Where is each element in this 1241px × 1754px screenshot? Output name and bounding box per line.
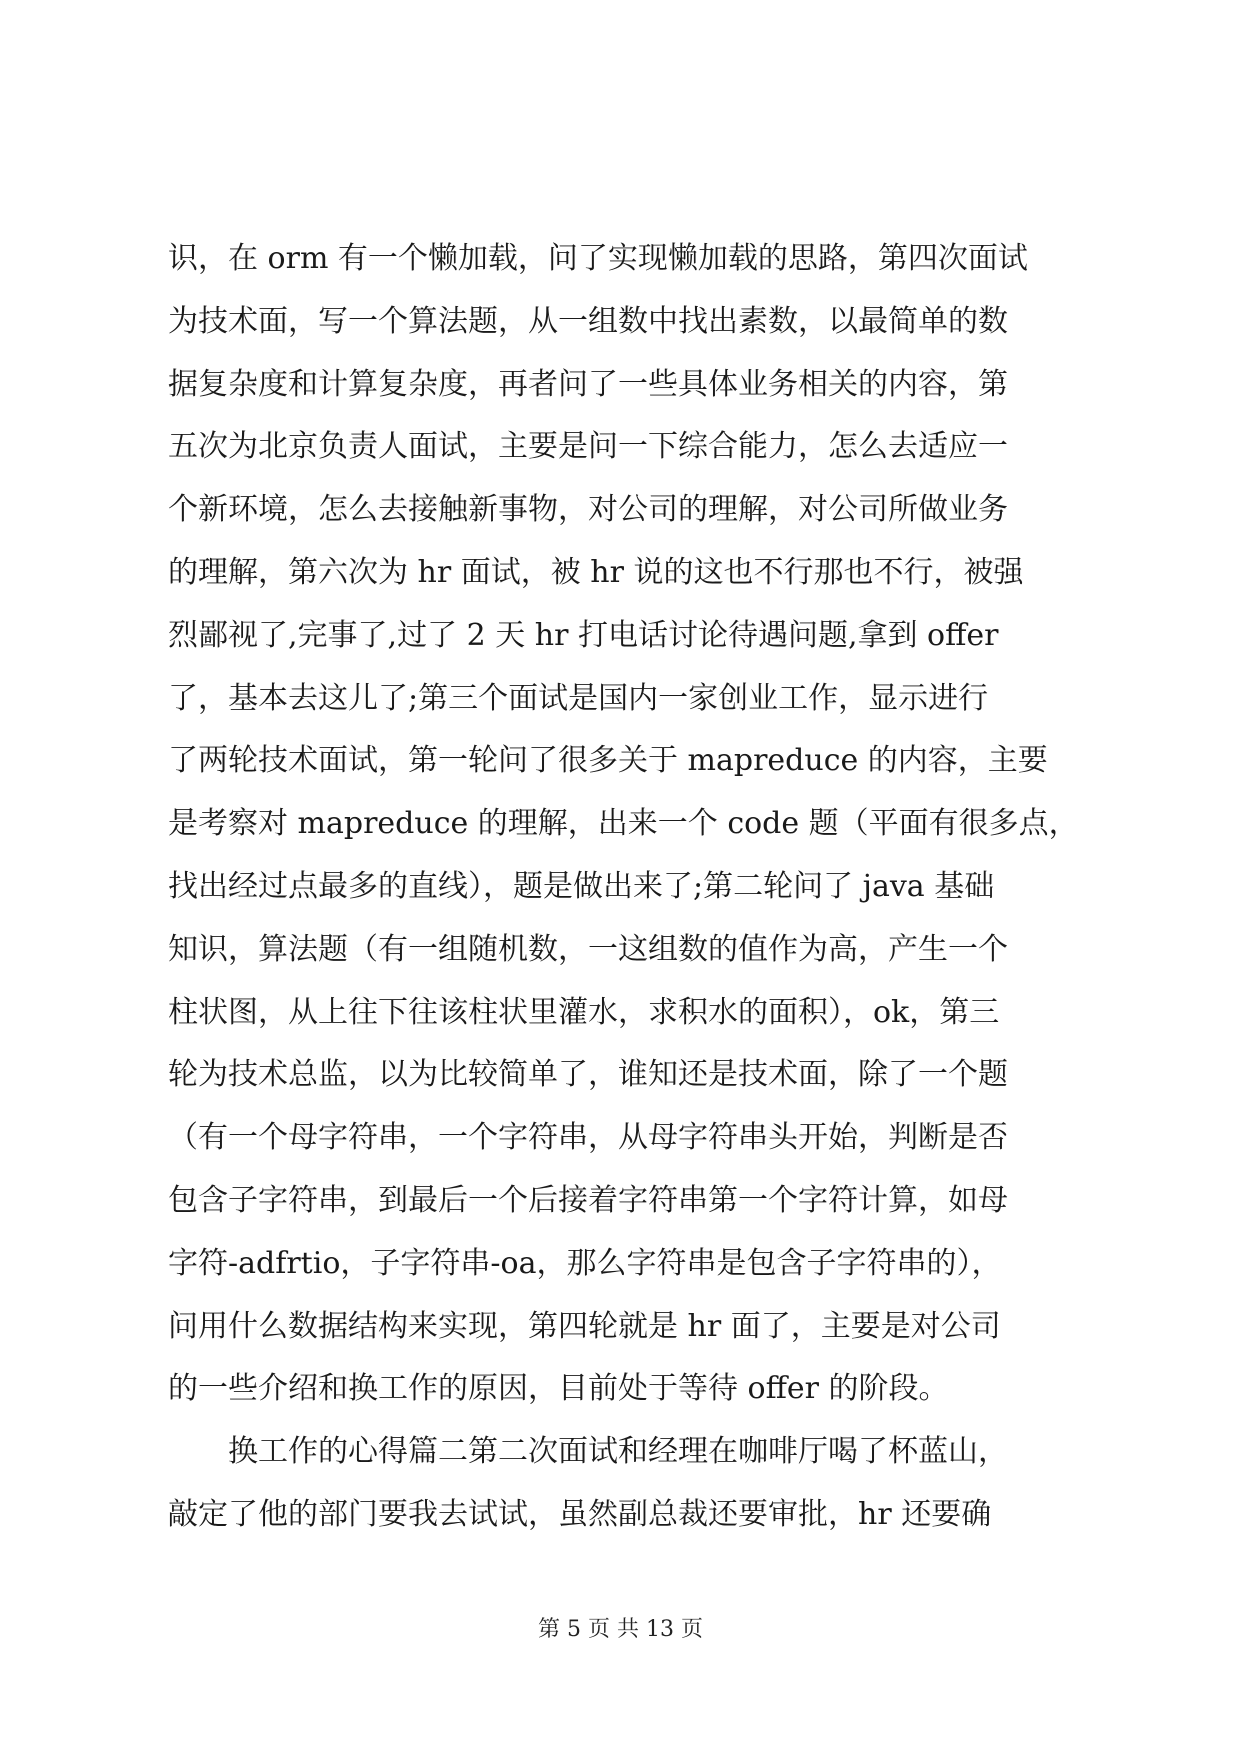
text-line: 了，基本去这儿了;第三个面试是国内一家创业工作，显示进行 xyxy=(168,680,989,716)
text-line: 字符-adfrtio，子字符串-oa，那么字符串是包含子字符串的）， xyxy=(168,1245,1002,1281)
body-text xyxy=(168,228,1078,1547)
text-line: 五次为北京负责人面试，主要是问一下综合能力，怎么去适应一 xyxy=(168,429,1008,465)
text-line: 问用什么数据结构来实现，第四轮就是 hr 面了，主要是对公司 xyxy=(168,1308,1001,1344)
text-line: 轮为技术总监，以为比较简单了，谁知还是技术面，除了一个题 xyxy=(168,1057,1008,1093)
text-line: 的一些介绍和换工作的原因，目前处于等待 offer 的阶段。 xyxy=(168,1371,949,1407)
text-line: 的理解，第六次为 hr 面试，被 hr 说的这也不行那也不行，被强 xyxy=(168,554,1024,590)
text-line: 是考察对 mapreduce 的理解，出来一个 code 题（平面有很多点， xyxy=(168,806,1079,842)
text-line: 敲定了他的部门要我去试试，虽然副总裁还要审批，hr 还要确 xyxy=(168,1496,992,1532)
text-line: 据复杂度和计算复杂度，再者问了一些具体业务相关的内容，第 xyxy=(168,366,1008,402)
text-line: 柱状图，从上往下往该柱状里灌水，求积水的面积），ok，第三 xyxy=(168,994,1000,1030)
text-line: 烈鄙视了,完事了,过了 2 天 hr 打电话讨论待遇问题,拿到 offer xyxy=(168,617,999,653)
text-line: 包含子字符串，到最后一个后接着字符串第一个字符计算，如母 xyxy=(168,1182,1008,1218)
text-line: 了两轮技术面试，第一轮问了很多关于 mapreduce 的内容，主要 xyxy=(168,743,1048,779)
text-line: 个新环境，怎么去接触新事物，对公司的理解，对公司所做业务 xyxy=(168,492,1008,528)
text-line: 识，在 orm 有一个懒加载，问了实现懒加载的思路，第四次面试 xyxy=(168,241,1028,276)
page-number-footer: 第 5 页 共 13 页 xyxy=(538,1617,703,1642)
text-line: （有一个母字符串，一个字符串，从母字符串头开始，判断是否 xyxy=(168,1120,1008,1156)
text-line: 为技术面，写一个算法题，从一组数中找出素数，以最简单的数 xyxy=(168,303,1008,339)
text-line: 找出经过点最多的直线），题是做出来了;第二轮问了 java 基础 xyxy=(168,868,995,904)
text-line: 换工作的心得篇二第二次面试和经理在咖啡厅喝了杯蓝山， xyxy=(168,1434,1008,1470)
text-line: 知识，算法题（有一组随机数，一这组数的值作为高，产生一个 xyxy=(168,931,1008,967)
